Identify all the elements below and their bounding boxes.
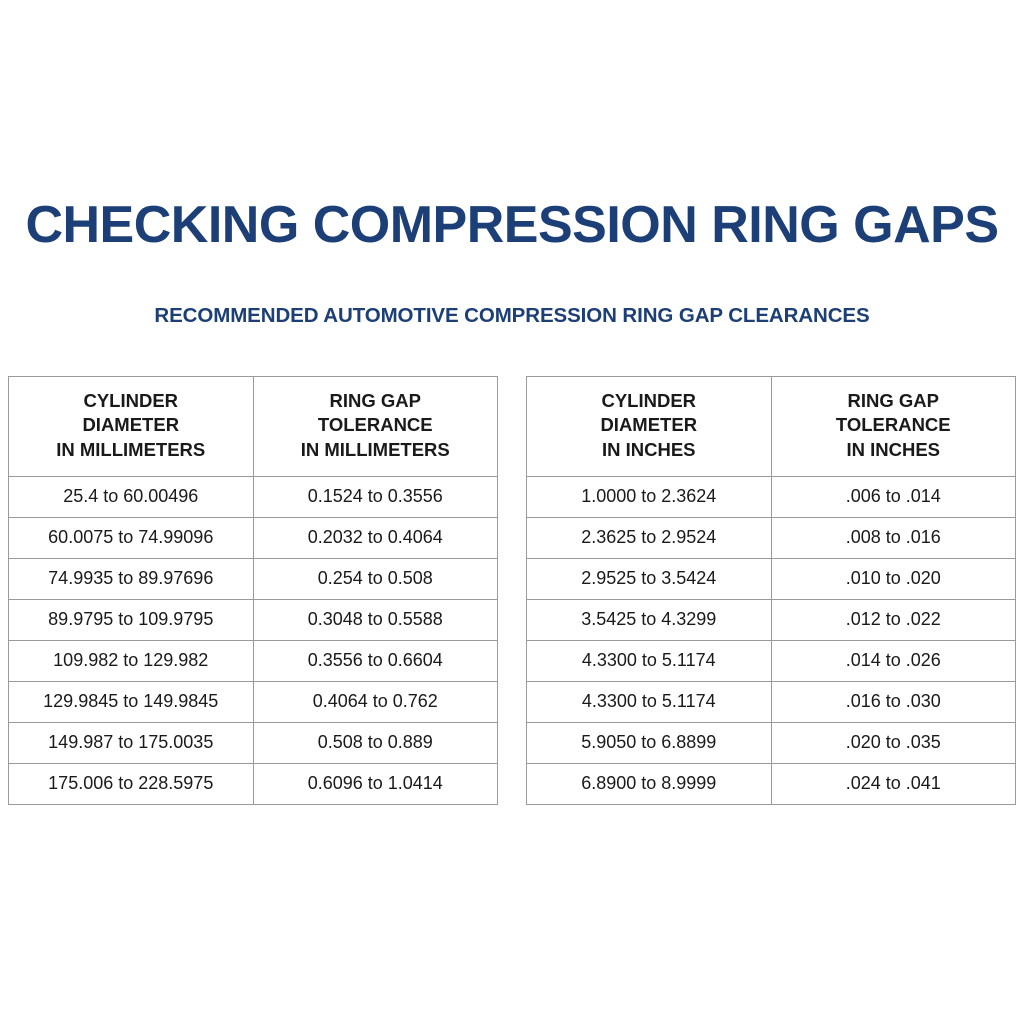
metric-diameter-cell: 74.9935 to 89.97696 [9,559,254,600]
imperial-table-body [527,477,1016,805]
imperial-diameter-header-line-3: IN INCHES [601,438,696,460]
imperial-diameter-header-line-1: CYLINDER [601,390,697,411]
table-row [9,723,498,764]
imperial-tolerance-cell: .012 to .022 [771,600,1016,641]
table-row [527,682,1016,723]
metric-table-head [9,377,498,477]
metric-tolerance-cell: 0.254 to 0.508 [253,559,498,600]
table-row [527,723,1016,764]
metric-tolerance-cell: 0.3048 to 0.5588 [253,600,498,641]
table-row [527,518,1016,559]
page-title: CHECKING COMPRESSION RING GAPS [25,196,999,254]
metric-tolerance-header-line-2: TOLERANCE [317,414,433,436]
table-row [9,641,498,682]
imperial-tolerance-cell: .020 to .035 [771,723,1016,764]
imperial-tolerance-cell: .008 to .016 [771,518,1016,559]
metric-diameter-cell: 89.9795 to 109.9795 [9,600,254,641]
metric-tolerance-cell: 0.1524 to 0.3556 [253,477,498,518]
imperial-diameter-cell: 6.8900 to 8.9999 [527,764,772,805]
table-row [527,600,1016,641]
imperial-diameter-cell: 4.3300 to 5.1174 [527,641,772,682]
metric-tolerance-header [253,377,498,477]
metric-diameter-cell: 25.4 to 60.00496 [9,477,254,518]
imperial-tolerance-cell: .010 to .020 [771,559,1016,600]
metric-tolerance-header-line-1: RING GAP [329,390,421,411]
imperial-table [526,376,1016,805]
table-row [9,518,498,559]
table-row [527,559,1016,600]
metric-tolerance-cell: 0.2032 to 0.4064 [253,518,498,559]
metric-tolerance-cell: 0.3556 to 0.6604 [253,641,498,682]
imperial-tolerance-cell: .024 to .041 [771,764,1016,805]
imperial-diameter-cell: 2.3625 to 2.9524 [527,518,772,559]
imperial-tolerance-header-line-1: RING GAP [847,390,939,411]
metric-tolerance-cell: 0.4064 to 0.762 [253,682,498,723]
table-row [9,559,498,600]
imperial-tolerance-cell: .016 to .030 [771,682,1016,723]
imperial-diameter-cell: 4.3300 to 5.1174 [527,682,772,723]
table-row [9,600,498,641]
imperial-tolerance-header-line-2: TOLERANCE [835,414,951,436]
metric-diameter-cell: 149.987 to 175.0035 [9,723,254,764]
table-row [527,641,1016,682]
imperial-table-head [527,377,1016,477]
metric-diameter-header-line-1: CYLINDER [83,390,179,411]
imperial-tolerance-header [771,377,1016,477]
table-header-row [527,377,1016,477]
metric-table [8,376,498,805]
table-header-row [9,377,498,477]
metric-diameter-header-line-2: DIAMETER [82,414,180,436]
imperial-diameter-cell: 5.9050 to 6.8899 [527,723,772,764]
metric-diameter-header-line-3: IN MILLIMETERS [56,438,206,460]
imperial-diameter-header-line-2: DIAMETER [600,414,698,436]
imperial-diameter-header [527,377,772,477]
metric-table-body [9,477,498,805]
imperial-tolerance-cell: .014 to .026 [771,641,1016,682]
imperial-tolerance-header-line-3: IN INCHES [846,438,941,460]
metric-tolerance-header-line-3: IN MILLIMETERS [300,438,450,460]
imperial-diameter-cell: 3.5425 to 4.3299 [527,600,772,641]
imperial-diameter-cell: 1.0000 to 2.3624 [527,477,772,518]
table-row [9,477,498,518]
metric-diameter-header [9,377,254,477]
page-subtitle: RECOMMENDED AUTOMOTIVE COMPRESSION RING GAP CLEARANCES [154,304,870,327]
tables-container [8,376,1016,805]
table-row [527,764,1016,805]
metric-diameter-cell: 109.982 to 129.982 [9,641,254,682]
metric-diameter-cell: 175.006 to 228.5975 [9,764,254,805]
imperial-tolerance-cell: .006 to .014 [771,477,1016,518]
table-row [9,682,498,723]
metric-tolerance-cell: 0.6096 to 1.0414 [253,764,498,805]
table-row [9,764,498,805]
table-row [527,477,1016,518]
metric-diameter-cell: 60.0075 to 74.99096 [9,518,254,559]
imperial-diameter-cell: 2.9525 to 3.5424 [527,559,772,600]
metric-diameter-cell: 129.9845 to 149.9845 [9,682,254,723]
metric-tolerance-cell: 0.508 to 0.889 [253,723,498,764]
